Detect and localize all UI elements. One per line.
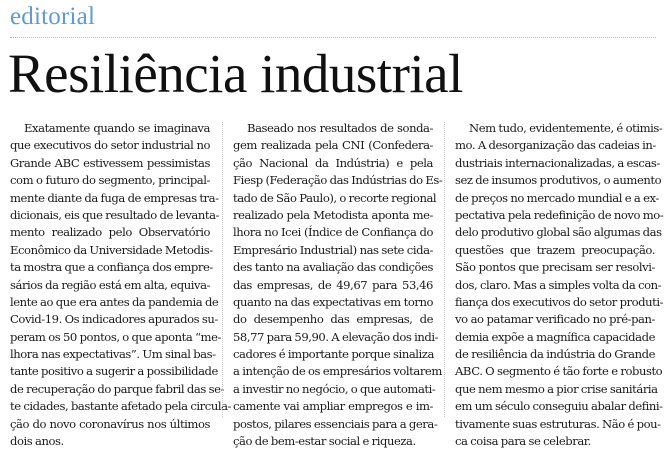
text-line: lhora no Icei (Índice de Confiança do [233,225,433,240]
text-line: pectativa pela redefinição de novo mo- [455,207,664,222]
text-line: Fiesp (Federação das Indústrias do Es- [233,173,443,188]
text-line: de resiliência da indústria do Grande [455,347,655,362]
article-headline: Resiliência industrial [8,43,463,104]
text-line: mo. A desorganização das cadeias in- [455,138,656,153]
text-line: cadores é importante porque sinaliza [233,347,434,362]
text-line: a intenção de os empresários voltarem [233,364,442,379]
text-line: dos, claro. Mas a simples volta da con- [455,277,662,292]
text-line: sários da região está em alta, equiva- [10,277,210,292]
text-line: quanto na das expectativas em torno [233,294,433,309]
text-line: mento realizado pelo Observatório [10,225,210,240]
column-divider [222,122,223,417]
text-line: Nem tudo, evidentemente, é otimis- [469,121,663,135]
text-line: que nem mesmo a pior crise sanitária [455,381,658,396]
text-line: de recuperação do parque fabril das se- [10,381,224,396]
column-divider [444,122,445,417]
text-line: mente diante da fuga de empresas tra- [10,190,219,205]
text-line: realizado pela Metodista aponta me- [233,207,433,222]
text-line: vo ao patamar verificado no pré-pan- [455,312,655,327]
text-line: dustriais internacionalizadas, a escas- [455,155,660,170]
text-line: ção Nacional da Indústria) e pela [233,155,433,170]
text-line: demia expõe a magnífica capacidade [455,329,655,344]
text-line: ta mostra que a confiança dos empre- [10,260,213,275]
text-line: ABC. O segmento é tão forte e robusto [455,364,663,379]
text-line: de preços no mercado mundial e a ex- [455,190,659,205]
text-line: peram os 50 pontos, o que aponta “me- [10,329,221,344]
text-line: delo produtivo global são algumas das [455,225,662,240]
text-line: do desempenho das empresas, de [233,312,433,327]
text-line: gem realizada pela CNI (Confedera- [233,138,433,153]
text-line: camente vai ampliar empregos e im- [233,399,433,414]
text-line: ção do novo coronavírus nos últimos [10,416,210,431]
section-divider [10,37,656,38]
text-line: tivamente suas estruturas. Não é pou- [455,416,661,431]
text-line: das empresas, de 49,67 para 53,46 [233,277,433,292]
text-line: Empresário Industrial) nas sete cida- [233,242,433,257]
text-line: Covid-19. Os indicadores apurados su- [10,312,218,327]
text-line: em um século conseguiu abalar defini- [455,399,663,414]
text-line: te cidades, bastante afetado pela circula- [10,399,232,414]
article-column-1 [10,120,232,450]
text-line: lhora nas expectativas”. Um sinal bas- [10,347,216,362]
text-line: a investir no negócio, o que automati- [233,381,436,396]
text-line: ção de bem-estar social e riqueza. [233,434,416,449]
text-line: tado de São Paulo), o recorte regional [233,190,437,205]
section-label: editorial [10,3,96,30]
text-line: com o futuro do segmento, principal- [10,173,210,188]
text-line: 58,77 para 59,90. A elevação dos indi- [233,329,439,344]
text-line: dois anos. [10,434,64,449]
article-column-3 [455,120,664,450]
text-line: Exatamente quando se imaginava [24,121,210,135]
text-line: lente ao que era antes da pandemia de [10,294,219,309]
text-line: que executivos do setor industrial no [10,138,210,153]
text-line: questões que trazem preocupação. [455,242,655,257]
text-line: fiança dos executivos do setor produti- [455,294,664,309]
text-line: Grande ABC estivessem pessimistas [10,155,210,170]
article-column-2 [233,120,443,450]
text-line: Econômico da Universidade Metodis- [10,242,213,257]
text-line: Baseado nos resultados de sonda- [247,121,433,135]
text-line: São pontos que precisam ser resolvi- [455,260,655,275]
text-line: tante positivo a sugerir a possibilidade [10,364,218,379]
text-line: dicionais, eis que resultado de levanta- [10,207,219,222]
text-line: postos, pilares essenciais para a gera- [233,416,438,431]
text-line: sez de insumos produtivos, o aumento [455,173,662,188]
text-line: des tanto na avaliação das condições [233,260,433,275]
text-line: ca coisa para se celebrar. [455,434,591,449]
